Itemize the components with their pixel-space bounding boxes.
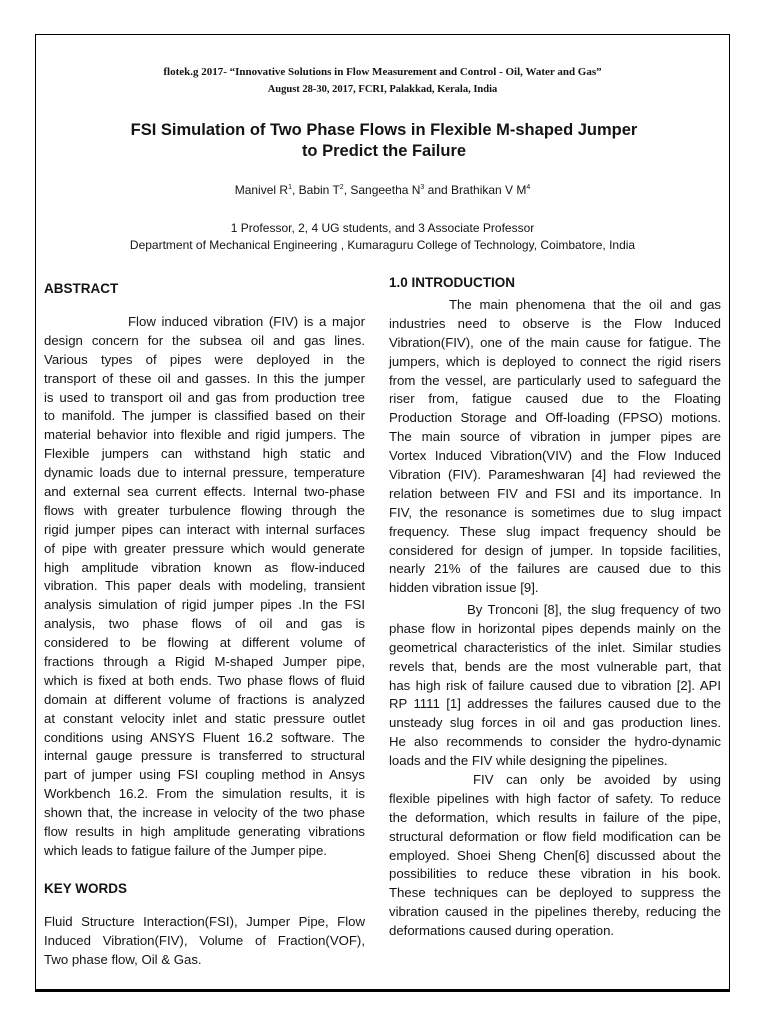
conference-date: August 28-30, 2017, FCRI, Palakkad, Kerala, India [267,84,498,95]
title-line-2: to Predict the Failure [301,142,467,160]
text-line: Vibration(FIV), one of the main cause for fatigue. The [389,334,721,350]
author-name: Manivel R [234,183,289,197]
text-line: flexible pipelines with high factor of safety. To reduce [389,790,721,806]
text-line: Fluid Structure Interaction(FSI), Jumper Pipe, Flow [44,914,365,929]
text-line: Various types of pipes were deployed in the [44,351,365,367]
author-name: , Babin T [291,183,340,197]
text-line: to manifold. The jumper is classified based on their [44,408,365,424]
author-name: , Sangeetha N [343,183,421,197]
text-line: relation between FIV and FSI and its importance. In [389,485,721,501]
keywords-body [44,913,365,970]
text-line: is used to transport oil and gas from production tree [44,389,365,405]
text-line: design concern for the subsea oil and gas lines. [44,332,365,348]
text-line: jumpers, which is deployed to connect the rigid risers [389,353,721,369]
text-line: considered for design of jumper. In topside facilities, [389,542,721,558]
text-line: loads and the FIV while designing the pipelines. [389,753,668,769]
text-line: unsteady slug forces in oil and gas production lines. [389,715,721,731]
title-line-1: FSI Simulation of Two Phase Flows in Flexible M-shaped Jumper [130,121,638,139]
affiliation-roles: 1 Professor, 2, 4 UG students, and 3 Associate Professor [230,221,535,235]
text-line: vibration. This paper deals with modeling, transient [44,578,365,594]
text-line: Induced Vibration(FIV), Volume of Fraction(VOF), [44,932,365,948]
text-line: material behavior into flexible and rigid jumpers. The [44,427,365,443]
author-affil-mark: 1 [288,184,292,191]
text-line: Two phase flow, Oil & Gas. [44,951,202,967]
text-line: FIV can only be avoided by using [473,772,721,787]
introduction-paragraph-3 [389,771,721,941]
text-line: Flow induced vibration (FIV) is a major [128,314,365,329]
text-line: rigid jumper pipes can interact with internal surfaces [44,521,365,537]
text-line: nearly 21% of the failures are caused due to this [389,561,721,577]
text-line: revels that, bends are the most vulnerable part, that [389,658,721,674]
text-line: These techniques can be deployed to suppress the [389,885,721,901]
introduction-heading: 1.0 INTRODUCTION [389,275,516,290]
text-line: and external sea current effects. Internal two-phase [44,484,365,500]
text-line: flows with greater turbulence flowing through the [44,502,365,518]
text-line: vibration caused in the pipelines thereby, reducing the [389,904,721,920]
text-line: domain at different volume of fractions is analyzed [44,691,365,707]
text-line: Flexible jumpers can withstand high static and [44,446,365,462]
text-line: Production Storage and Off-loading (FPSO) motions. [389,410,721,426]
text-line: industries need to observe is the Flow Induced [389,315,721,331]
text-line: employed. Shoei Sheng Chen[6] discussed about the [389,847,721,863]
text-line: flow results in high amplitude generating vibrations [44,824,365,840]
conference-prefix: flotek.g 2017- [163,66,230,78]
text-line: considered to be flowing at different volume of [44,635,365,651]
affiliation [35,220,730,254]
text-line: which is fixed at both ends. Two phase flows of fluid [44,672,365,688]
author-affil-mark: 4 [526,184,531,191]
text-line: FIV, the resonance is sometimes due to slug impact [389,504,721,520]
keywords-heading: KEY WORDS [44,881,128,896]
text-line: The main source of vibration in jumper pipes are [389,429,721,445]
text-line: riser from, fatigue caused due to the Floating [389,391,721,407]
text-line: internal gauge pressure is transferred to structural [44,748,365,764]
text-line: fractions through a Rigid M-shaped Jumper pipe, [44,654,365,670]
text-line: structural deformation or flow field modification can be [389,828,721,844]
text-line: Vortex Induced Vibration(VIV) and the Flow Induced [389,448,721,464]
author-name: and Brathikan V M [424,183,527,197]
paper-title [60,120,708,162]
text-line: conditions using ANSYS Fluent 16.2 software. The [44,729,365,745]
text-line: at constant velocity inlet and static pressure outlet [44,710,365,726]
conference-title: “Innovative Solutions in Flow Measurement and Control - Oil, Water and Gas” [229,66,602,78]
abstract-heading: ABSTRACT [44,281,119,296]
author-list [35,183,730,197]
text-line: dynamic loads due to internal pressure, temperature [44,465,365,481]
text-line: shown that, the increase in velocity of the two phase [44,805,365,821]
affiliation-department: Department of Mechanical Engineering , Kumaraguru College of Technology, Coimbatore, India [129,238,636,252]
introduction-paragraph-2 [389,601,721,771]
text-line: He also recommends to consider the hydro-dynamic [389,734,721,750]
text-line: The main phenomena that the oil and gas [449,297,721,312]
text-line: Workbench 16.2. From the simulation results, it is [44,786,365,802]
text-line: high amplitude vibration known as flow-induced [44,559,365,575]
text-line: phase flow in horizontal pipes depends mainly on the [389,620,721,636]
text-line: analysis simulation of rigid jumper pipes .In the FSI [44,597,365,613]
text-line: geometrical characteristics of the inlet. Similar studies [389,639,721,655]
text-line: the deformation, which results in failure of the pipe, [389,809,721,825]
author-affil-mark: 2 [339,184,344,191]
text-line: analysis, two phase flows of oil and gas is [44,616,365,632]
text-line: Vibration (FIV). Parameshwaran [4] had reviewed the [389,467,721,483]
text-line: RP 1111 [1] addresses the failures caused due to the [389,696,721,712]
author-affil-mark: 3 [420,184,425,191]
text-line: transport of these oil and gasses. In this the jumper [44,370,365,386]
text-line: has high risk of failure caused due to vibration [2]. API [389,677,721,693]
text-line: part of jumper using FSI coupling method in Ansys [44,767,365,783]
introduction-paragraph-1 [389,296,721,598]
text-line: hidden vibration issue [9]. [389,580,539,596]
text-line: frequency. These slug impact frequency should be [389,523,721,539]
conference-line [35,66,730,78]
abstract-body [44,313,365,861]
text-line: from the vessel, are particularly used to safeguard the [389,372,721,388]
text-line: of pipe with greater pressure which would generate [44,540,365,556]
text-line: By Tronconi [8], the slug frequency of two [467,602,721,617]
text-line: deformations caused during operation. [389,923,615,939]
text-line: which leads to fatigue failure of the Jumper pipe. [44,842,327,858]
text-line: possibilities to reduce these vibration in his book. [389,866,721,882]
